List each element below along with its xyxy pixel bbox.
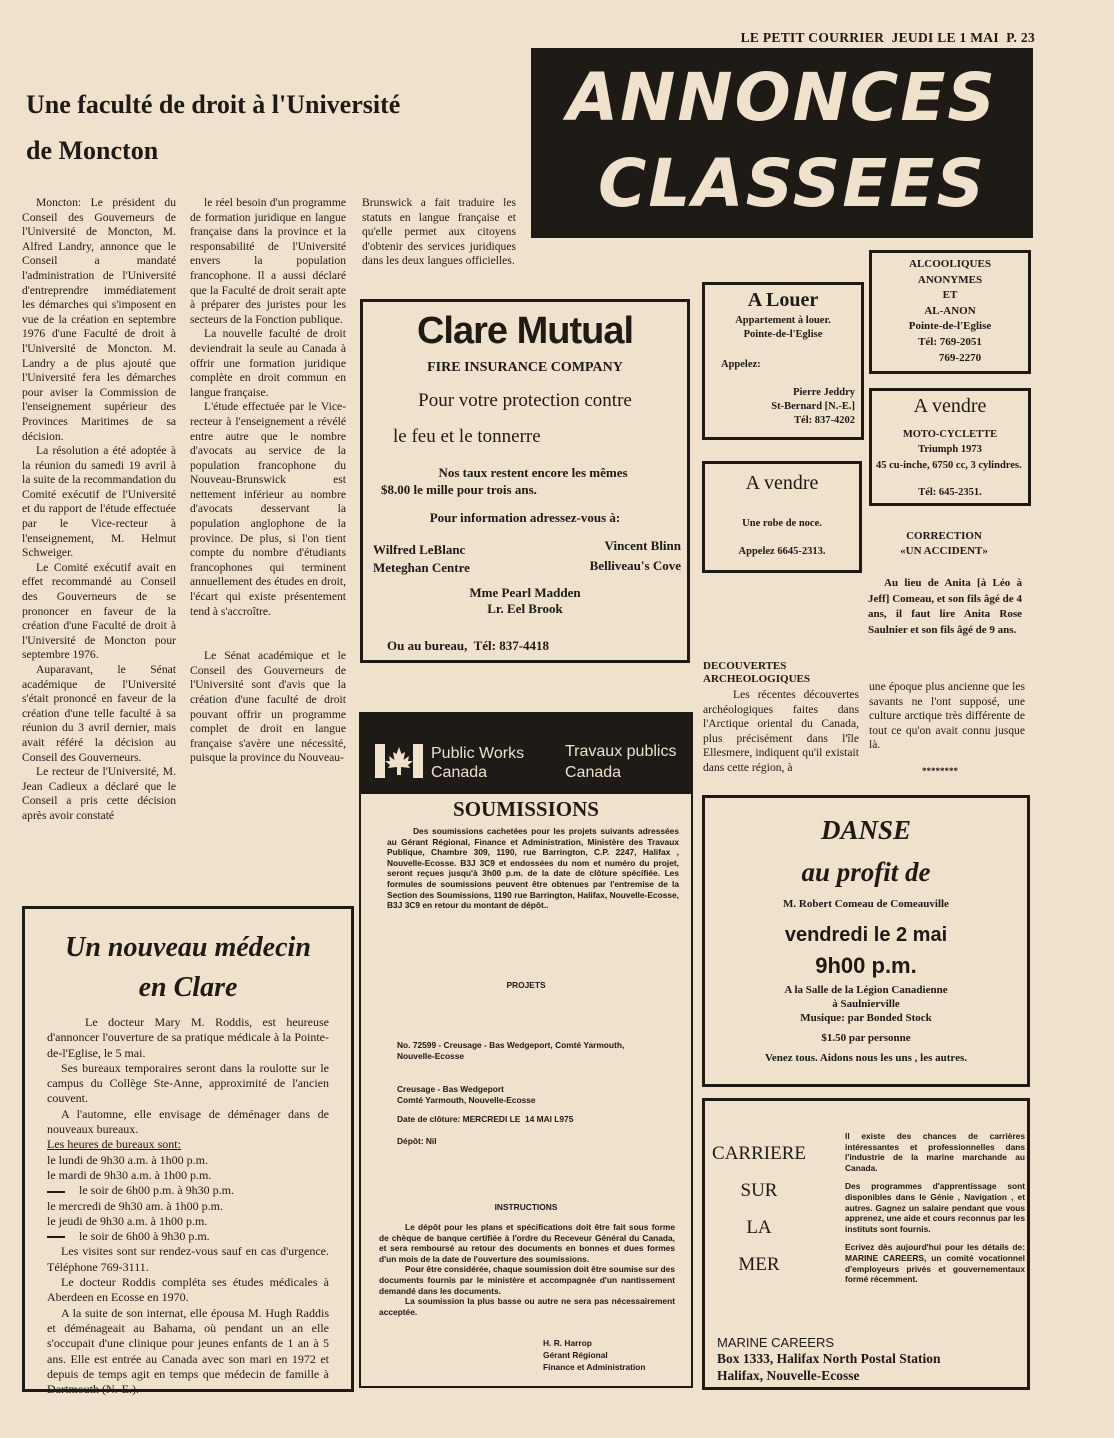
alcooliques-anonymes-ad — [869, 250, 1031, 374]
danse-title-1: DANSE — [820, 815, 912, 845]
public-works-en-1: Public Works — [431, 745, 525, 762]
dash-icon — [47, 1236, 65, 1238]
medecin-title-2: en Clare — [138, 972, 238, 1003]
article-paragraph: Auparavant, le Sénat académique de l'Université s'était prononcé en faveur de la création d'une telle faculté à sa réunion du 3 avril dernier, mais avait référé la décision au Conseil des Gouverneurs. — [22, 663, 176, 764]
date-cloture: Date de clôture: MERCREDI LE 14 MAI L975 — [397, 1114, 574, 1124]
medecin-hours: le jeudi de 9h30 a.m. à 1h00 p.m. — [47, 1213, 208, 1228]
signature-3: Finance et Administration — [543, 1362, 646, 1372]
clare-mutual-tagline-2: le feu et le tonnerre — [393, 426, 541, 447]
a-louer-place: St-Bernard [N.-E.] — [771, 401, 855, 412]
article-paragraph: L'étude effectuée par le Vice-recteur à l'enseignement a révélé entre autre que le nombre d'avocats au service de la population francophone du Nouveau-Brunswick est nettement inférieur au nombre d'avocats desservant la population anglophone de la province. De plus, si l'on tient compte du nombre d'étudiants francophones qui terminent annuellement des études en droit, l'écart qui existe présentement tend à s'accroître. — [190, 400, 346, 618]
medecin-paragraph: Le docteur Mary M. Roddis, est heureuse d'annoncer l'ouverture de sa pratique médicale à la Pointe-de-l'Eglise, le 5 mai. — [47, 1015, 329, 1060]
a-vendre-moto-title: A vendre — [913, 395, 987, 417]
public-works-fr-1: Travaux publics — [565, 743, 677, 760]
instructions-paragraph: La soumission la plus basse ou autre ne sera pas nécessairement acceptée. — [379, 1296, 675, 1317]
clare-mutual-rates-2: $8.00 le mille pour trois ans. — [381, 482, 537, 497]
danse-time: 9h00 p.m. — [815, 953, 917, 978]
depot: Dépôt: Nil — [397, 1136, 437, 1146]
carriere-paragraph: Ecrivez dès aujourd'hui pour les détails de: MARINE CAREERS, un comité vocationnel d'employeurs privés et gouvernementaux formé récemment. — [845, 1242, 1025, 1285]
danse-title-2: au profit de — [801, 857, 931, 887]
carriere-text — [845, 1131, 1025, 1285]
carriere-address-1: MARINE CAREERS — [717, 1335, 835, 1350]
a-vendre-moto-tel: Tél: 645-2351. — [918, 487, 982, 498]
a-vendre-moto-line-1: MOTO-CYCLETTE — [902, 429, 998, 440]
decouvertes-title: DECOUVERTES ARCHEOLOGIQUES — [703, 660, 810, 685]
classifieds-banner — [531, 48, 1033, 238]
instructions-paragraph: Le dépôt pour les plans et spécifications doit être fait sous forme de chèque de banque certifiée à l'ordre du Receveur Général du Canada, et sera remboursé au retour des documents en bonnes et dues formes d'un mois de la date de l'ouverture des soumissions. — [379, 1222, 675, 1264]
public-works-ad — [359, 712, 693, 1388]
carriere-word-3: LA — [746, 1217, 772, 1238]
carriere-address-3: Halifax, Nouvelle-Ecosse — [717, 1368, 860, 1383]
carriere-word-4: MER — [738, 1254, 780, 1275]
signature-1: H. R. Harrop — [543, 1338, 592, 1348]
public-works-header — [361, 714, 691, 794]
projet-line-1: No. 72599 - Creusage - Bas Wedgeport, Comté Yarmouth, — [397, 1040, 625, 1050]
projets-label: PROJETS — [506, 980, 546, 990]
decouvertes-stars: ******** — [922, 766, 958, 776]
signature-2: Gérant Régional — [543, 1350, 608, 1360]
public-works-en-2: Canada — [431, 764, 488, 781]
agent-2-place: Belliveau's Cove — [589, 558, 681, 573]
alcooliques-tel-2: 769-2270 — [938, 351, 982, 364]
carriere-address-2: Box 1333, Halifax North Postal Station — [717, 1351, 941, 1366]
projet-line-2: Nouvelle-Ecosse — [397, 1051, 465, 1061]
medecin-body — [47, 1015, 329, 1397]
carriere-paragraph: Des programmes d'apprentissage sont disponibles dans le Génie , Navigation , et autres. Gagnez un salaire pendant que vous apprenez, une aide et cours reconnus par les instituts sont fournis. — [845, 1181, 1025, 1234]
article-paragraph: Brunswick a fait traduire les statuts en langue française et qu'elle permet aux citoyens d'obtenir des services juridiques dans les deux langues officielles. — [362, 196, 516, 268]
alcooliques-line-4: AL-ANON — [924, 304, 976, 317]
article-paragraph: La nouvelle faculté de droit deviendrait la seule au Canada à offrir une formation juridique complète en droit commun en langue française. — [190, 327, 346, 399]
danse-line-1: M. Robert Comeau de Comeauville — [783, 898, 949, 910]
danse-place-2: à Saulnierville — [832, 998, 900, 1010]
a-louer-name: Pierre Jeddry — [793, 387, 855, 398]
a-vendre-moto-ad — [869, 388, 1031, 506]
carriere-word-2: SUR — [740, 1180, 778, 1201]
clare-mutual-rates-1: Nos taux restent encore les mêmes — [438, 465, 628, 480]
medecin-paragraph: Les visites sont sur rendez-vous sauf en cas d'urgence. Téléphone 769-3111. — [47, 1244, 329, 1274]
correction-title-2: «UN ACCIDENT» — [900, 545, 988, 557]
medecin-paragraph: A la suite de son internat, elle épousa M. Hugh Raddis et déménageait au Bahama, où pendant un an elle s'occupait d'une clinique pour jeunes enfants de 1 an à 5 ans. Elle est entrée au Canada avec son mari en 1972 et depuis de temps agit en temps que médecin de famille à Dartmouth (N.-E.). — [47, 1305, 329, 1397]
carriere-word-1: CARRIERE — [712, 1143, 806, 1164]
article-paragraph: La résolution a été adoptée à la réunion du samedi 19 avril à la suite de la recommandation du Comité exécutif de l'Université et du rapport de l'étude effectuée par le Vice-recteur à l'enseignement, M. Helmut Schweiger. — [22, 444, 176, 560]
clare-mutual-tagline-1: Pour votre protection contre — [418, 390, 632, 411]
projet-2-line-2: Comté Yarmouth, Nouvelle-Ecosse — [397, 1095, 536, 1105]
a-vendre-moto-line-2: Triumph 1973 — [918, 444, 982, 455]
agent-2-name: Vincent Blinn — [604, 538, 681, 553]
danse-welcome: Venez tous. Aidons nous les uns , les autres. — [764, 1052, 968, 1064]
correction-body: Au lieu de Anita [à Léo à Jeff] Comeau, et son fils âgé de 4 ans, il faut lire Anita Rose Saulnier et son fils âgé de 9 ans. — [868, 577, 1022, 636]
medecin-paragraph: Ses bureaux temporaires seront dans la roulotte sur le campus du Collège Ste-Anne, approximité de l'ancien couvent. — [47, 1060, 329, 1106]
agent-3-name: Mme Pearl Madden — [469, 585, 581, 600]
a-louer-title: A Louer — [747, 289, 819, 311]
canada-flag-icon — [375, 744, 423, 778]
article-headline-line-2: de Moncton — [26, 136, 159, 165]
clare-mutual-info: Pour information adressez-vous à: — [429, 510, 621, 525]
agent-1-name: Wilfred LeBlanc — [373, 542, 466, 557]
clare-mutual-ad — [360, 299, 690, 663]
a-louer-line-1: Appartement à louer. — [735, 315, 831, 326]
medecin-hours — [47, 1229, 329, 1244]
danse-ad — [702, 795, 1030, 1087]
article-column-1 — [22, 196, 176, 824]
danse-price: $1.50 par personne — [821, 1032, 911, 1044]
article-paragraph: Moncton: Le président du Conseil des Gouverneurs de l'Université de Moncton, M. Alfred Landry, annonce que le Conseil a mandaté l'administration de l'Université d'entreprendre immédiatement les démarches qui s'imposent en vue de la création en septembre 1976 d'une Faculté de droit à l'Université de Moncton. M. Landry a de plus ajouté que l'Université fera les démarches pour aviser la Commission de l'enseignement supérieur des Provinces Maritimes de sa décision. — [22, 196, 176, 443]
medecin-hours — [47, 1183, 329, 1198]
a-louer-call: Appelez: — [721, 359, 761, 370]
a-louer-ad — [702, 282, 864, 440]
a-vendre-robe-line-1: Une robe de noce. — [742, 518, 822, 529]
decouvertes-column-2: une époque plus ancienne que les savants ne l'ont supposé, une culture arctique très différente de tout ce qu'on avait connu jusque là. — [869, 680, 1025, 752]
medecin-hours: le mardi de 9h30 a.m. à 1h00 p.m. — [47, 1167, 212, 1182]
a-vendre-robe-ad — [702, 461, 862, 573]
medecin-paragraph: A l'automne, elle envisage de déménager dans de nouveaux bureaux. — [47, 1106, 329, 1137]
projet-2-line-1: Creusage - Bas Wedgeport — [397, 1084, 504, 1094]
agent-1-place: Meteghan Centre — [373, 560, 470, 575]
article-headline-line-1: Une faculté de droit à l'Université — [26, 90, 401, 119]
soumissions-intro: Des soumissions cachetées pour les projets suivants adressées au Gérant Régional, Finance et Administration, Ministère des Travaux Publique, Chambre 309, 1190, rue Barrington, C.P. 2247, Halifax , Nouvelle-Ecosse. B3J 3C9 et endossées du nom et numéro du projet, seront reçues jusqu'à 3h00 p.m. de la date de clôture spécifiée. Les formules de soumissions peuvent être obtenues par l'entremise de la Section des Soumissions, 1190 rue Barrington, Halifax, Nouvelle-Ecosse, B3J 3C9 en retour du montant de dépôt.. — [387, 826, 679, 911]
instructions-text — [379, 1222, 675, 1317]
agent-3-place: Lr. Eel Brook — [487, 601, 563, 616]
banner-line-2: CLASSEES — [598, 145, 986, 222]
article-paragraph: le réel besoin d'un programme de formation juridique en langue française dans la province et la responsabilité de l'Université envers la population francophone. Il a aussi déclaré que la Faculté de droit serait apte à préparer des juristes pour les secteurs de la Fonction publique. — [190, 196, 346, 326]
banner-line-1: ANNONCES — [567, 59, 997, 136]
a-vendre-robe-line-2: Appelez 6645-2313. — [738, 546, 826, 557]
alcooliques-text — [872, 257, 1028, 366]
nouveau-medecin-article — [22, 906, 354, 1397]
carriere-words — [707, 1135, 811, 1283]
clare-mutual-subtitle: FIRE INSURANCE COMPANY — [427, 360, 623, 375]
medecin-hours-evening: le soir de 6h00 p.m. à 9h30 p.m. — [79, 1183, 234, 1198]
alcooliques-line-5: Pointe-de-l'Eglise — [908, 320, 992, 333]
article-column-2 — [190, 196, 346, 766]
page-header: LE PETIT COURRIER JEUDI LE 1 MAI P. 23 — [740, 30, 1035, 45]
a-louer-line-2: Pointe-de-l'Eglise — [743, 329, 823, 340]
clare-mutual-bureau: Ou au bureau, Tél: 837-4418 — [387, 638, 550, 653]
carriere-paragraph: Il existe des chances de carrières intéressantes et professionnelles dans l'industrie de la marine marchande au Canada. — [845, 1131, 1025, 1173]
soumissions-title: SOUMISSIONS — [453, 797, 599, 821]
alcooliques-tel-1: Tél: 769-2051 — [918, 335, 982, 348]
a-vendre-robe-title: A vendre — [745, 472, 819, 494]
a-louer-tel: Tél: 837-4202 — [794, 415, 855, 426]
article-column-3 — [362, 196, 516, 269]
medecin-paragraph: Le docteur Roddis compléta ses études médicales à Aberdeen en Ecosse en 1970. — [47, 1275, 329, 1305]
alcooliques-line-2: ANONYMES — [917, 273, 983, 286]
medecin-hours: le mercredi de 9h30 am. à 1h00 p.m. — [47, 1198, 223, 1213]
alcooliques-line-3: ET — [942, 289, 958, 302]
alcooliques-line-1: ALCOOLIQUES — [909, 258, 991, 270]
danse-music: Musique: par Bonded Stock — [800, 1012, 932, 1024]
medecin-hours: le lundi de 9h30 a.m. à 1h00 p.m. — [47, 1152, 208, 1167]
medecin-hours-title: Les heures de bureaux sont: — [47, 1137, 181, 1152]
correction-title-1: CORRECTION — [906, 530, 982, 542]
danse-place-1: A la Salle de la Légion Canadienne — [784, 984, 948, 996]
carriere-ad — [702, 1098, 1030, 1390]
a-vendre-moto-line-3: 45 cu-inche, 6750 cc, 3 cylindres. — [876, 460, 1022, 471]
article-paragraph: Le Comité exécutif avait en effet recommandé au Conseil des Gouverneurs de se prononcer en faveur de la création d'une Faculté de droit à l'Université de Moncton pour septembre 1976. — [22, 560, 176, 662]
public-works-fr-2: Canada — [565, 764, 622, 781]
decouvertes-column-1: Les récentes découvertes archéologiques faites dans l'Arctique oriental du Canada, plus précisément dans l'île Ellesmere, indiquent qu'il existait dans cette région, à — [703, 688, 859, 774]
medecin-hours-evening: le soir de 6h00 à 9h30 p.m. — [79, 1229, 210, 1244]
article-paragraph: Le Sénat académique et le Conseil des Gouverneurs de l'Université sont d'avis que la création d'une faculté de droit pouvant offrir un programme complet de droit en langue française s'avère une nécessité, puisque la province du Nouveau- — [190, 649, 346, 765]
dash-icon — [47, 1191, 65, 1193]
medecin-title-1: Un nouveau médecin — [65, 932, 311, 963]
article-paragraph: Le recteur de l'Université, M. Jean Cadieux a déclaré que le Conseil a pris cette décision après avoir constaté — [22, 765, 176, 822]
instructions-paragraph: Pour être considérée, chaque soumission doit être soumise sur des documents fournis par le ministère et accompagnée d'un nantissement demandé dans les documents. — [379, 1264, 675, 1296]
danse-date: vendredi le 2 mai — [784, 924, 948, 946]
instructions-label: INSTRUCTIONS — [494, 1202, 558, 1212]
clare-mutual-title: Clare Mutual — [416, 310, 634, 352]
